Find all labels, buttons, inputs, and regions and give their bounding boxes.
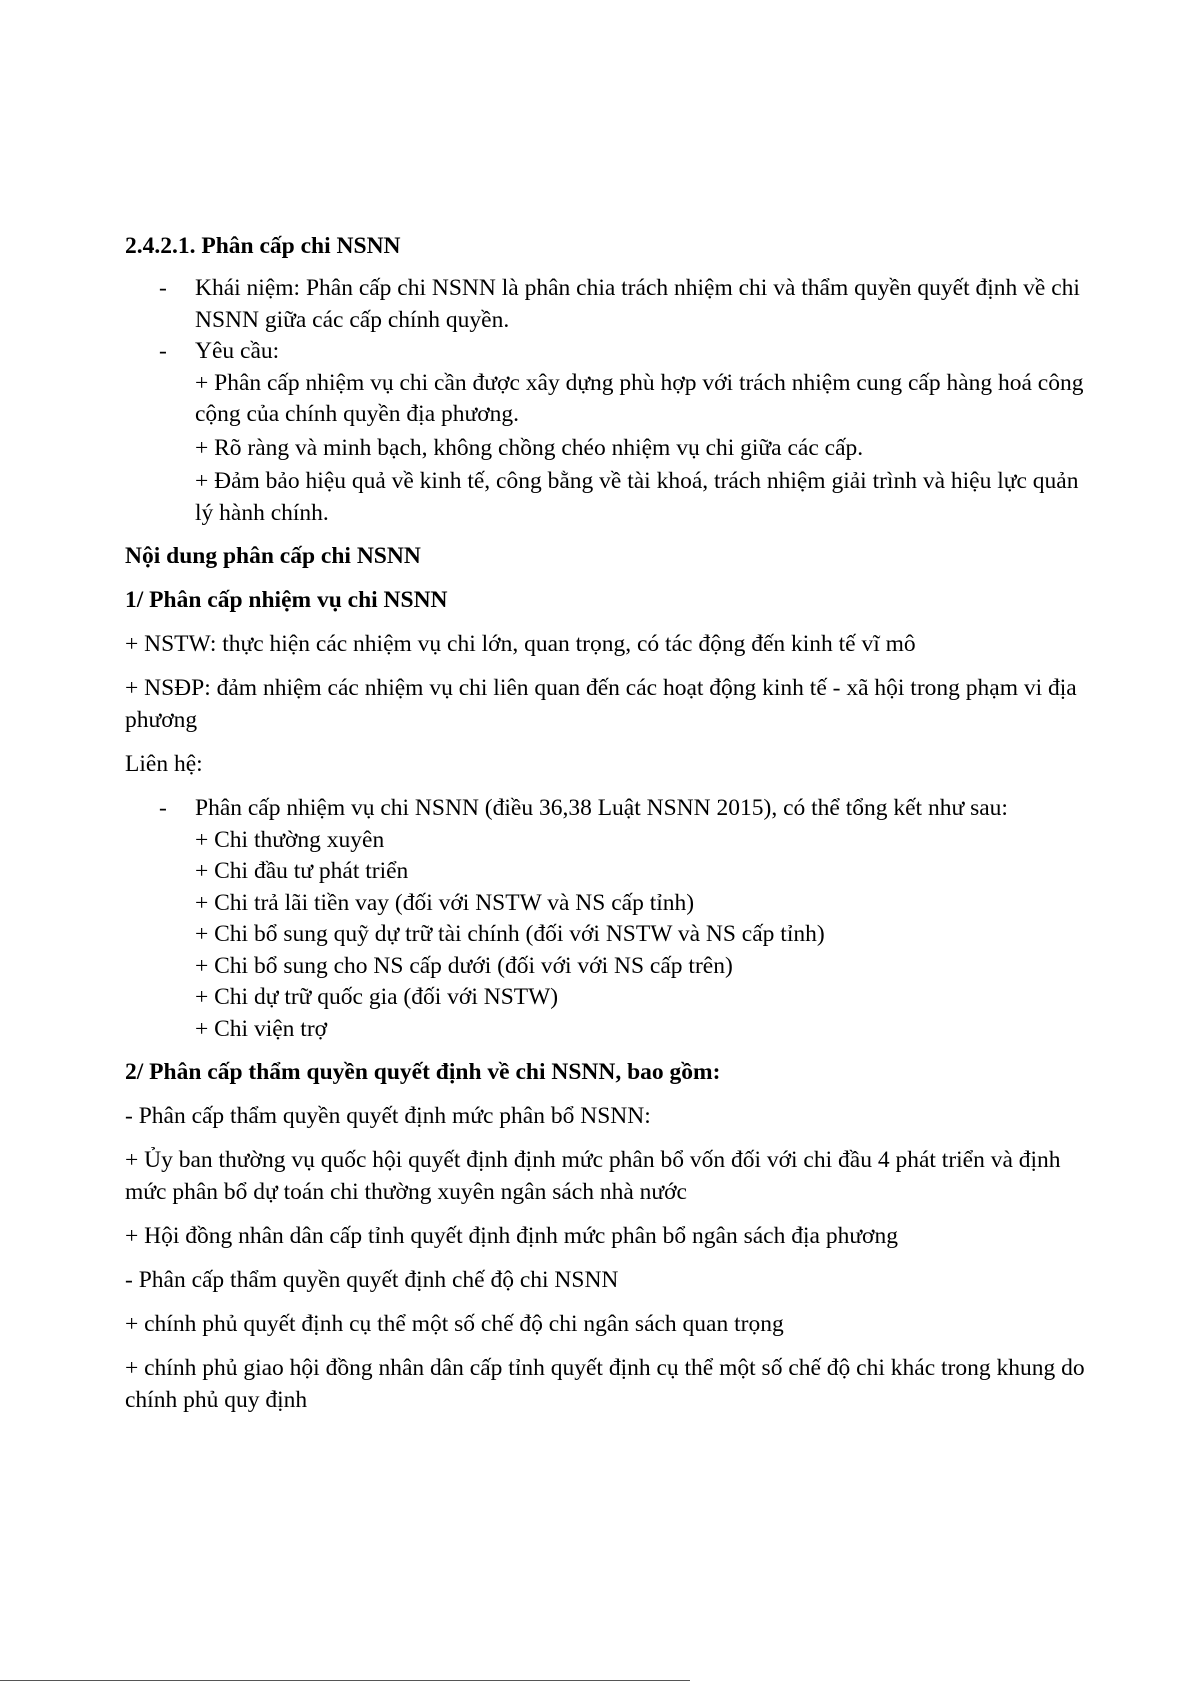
dash-marker: -	[159, 275, 167, 301]
footer-divider	[0, 1680, 690, 1681]
section2-line: + Ủy ban thường vụ quốc hội quyết định định mức phân bổ vốn đối với chi đầu 4 phát triển và định mức phân bổ dự toán chi thường xuyên ngân sách nhà nước	[125, 1147, 1061, 1205]
requirement-line: + Rõ ràng và minh bạch, không chồng chéo nhiệm vụ chi giữa các cấp.	[195, 434, 864, 461]
section-heading-2-4-2-1: 2.4.2.1. Phân cấp chi NSNN	[125, 233, 401, 259]
content-heading: Nội dung phân cấp chi NSNN	[125, 543, 421, 569]
section-heading-1: 1/ Phân cấp nhiệm vụ chi NSNN	[125, 587, 448, 613]
summary-line: + Chi viện trợ	[195, 1015, 328, 1042]
dash-marker: -	[159, 338, 167, 364]
summary-item	[125, 793, 1095, 1045]
section2-line: - Phân cấp thẩm quyền quyết định mức phân bổ NSNN:	[125, 1103, 651, 1129]
requirements-label: Yêu cầu:	[195, 338, 280, 364]
requirements-item	[125, 336, 1095, 529]
document-page	[125, 230, 1095, 1416]
summary-line: + Chi thường xuyên	[195, 826, 385, 853]
summary-line: + Chi bổ sung cho NS cấp dưới (đối với với NS cấp trên)	[195, 952, 733, 979]
section-heading-2: 2/ Phân cấp thẩm quyền quyết định về chi NSNN, bao gồm:	[125, 1059, 721, 1085]
section2-line: + Hội đồng nhân dân cấp tỉnh quyết định định mức phân bổ ngân sách địa phương	[125, 1223, 898, 1249]
requirement-line: + Phân cấp nhiệm vụ chi cần được xây dựng phù hợp với trách nhiệm cung cấp hàng hoá công cộng của chính quyền địa phương.	[195, 369, 1084, 427]
concept-item	[125, 273, 1095, 336]
nstw-paragraph: + NSTW: thực hiện các nhiệm vụ chi lớn, quan trọng, có tác động đến kinh tế vĩ mô	[125, 631, 916, 657]
section2-line: + chính phủ quyết định cụ thể một số chế độ chi ngân sách quan trọng	[125, 1311, 784, 1337]
summary-line: + Chi trả lãi tiền vay (đối với NSTW và NS cấp tỉnh)	[195, 889, 695, 916]
dash-marker: -	[159, 795, 167, 821]
summary-line: + Chi đầu tư phát triển	[195, 858, 409, 884]
requirement-line: + Đảm bảo hiệu quả về kinh tế, công bằng về tài khoá, trách nhiệm giải trình và hiệu lực quản lý hành chính.	[195, 468, 1079, 526]
summary-line: + Chi bổ sung quỹ dự trữ tài chính (đối với NSTW và NS cấp tỉnh)	[195, 921, 825, 947]
nsdp-paragraph: + NSĐP: đảm nhiệm các nhiệm vụ chi liên quan đến các hoạt động kinh tế - xã hội trong phạm vi địa phương	[125, 675, 1077, 733]
section2-line: + chính phủ giao hội đồng nhân dân cấp tỉnh quyết định cụ thể một số chế độ chi khác trong khung do chính phủ quy định	[125, 1355, 1085, 1413]
summary-text: Phân cấp nhiệm vụ chi NSNN (điều 36,38 Luật NSNN 2015), có thể tổng kết như sau:	[195, 795, 1008, 821]
section2-line: - Phân cấp thẩm quyền quyết định chế độ chi NSNN	[125, 1267, 619, 1293]
lien-he-label: Liên hệ:	[125, 751, 203, 777]
summary-line: + Chi dự trữ quốc gia (đối với NSTW)	[195, 984, 559, 1010]
concept-text: Khái niệm: Phân cấp chi NSNN là phân chia trách nhiệm chi và thẩm quyền quyết định về chi NSNN giữa các cấp chính quyền.	[195, 275, 1080, 333]
